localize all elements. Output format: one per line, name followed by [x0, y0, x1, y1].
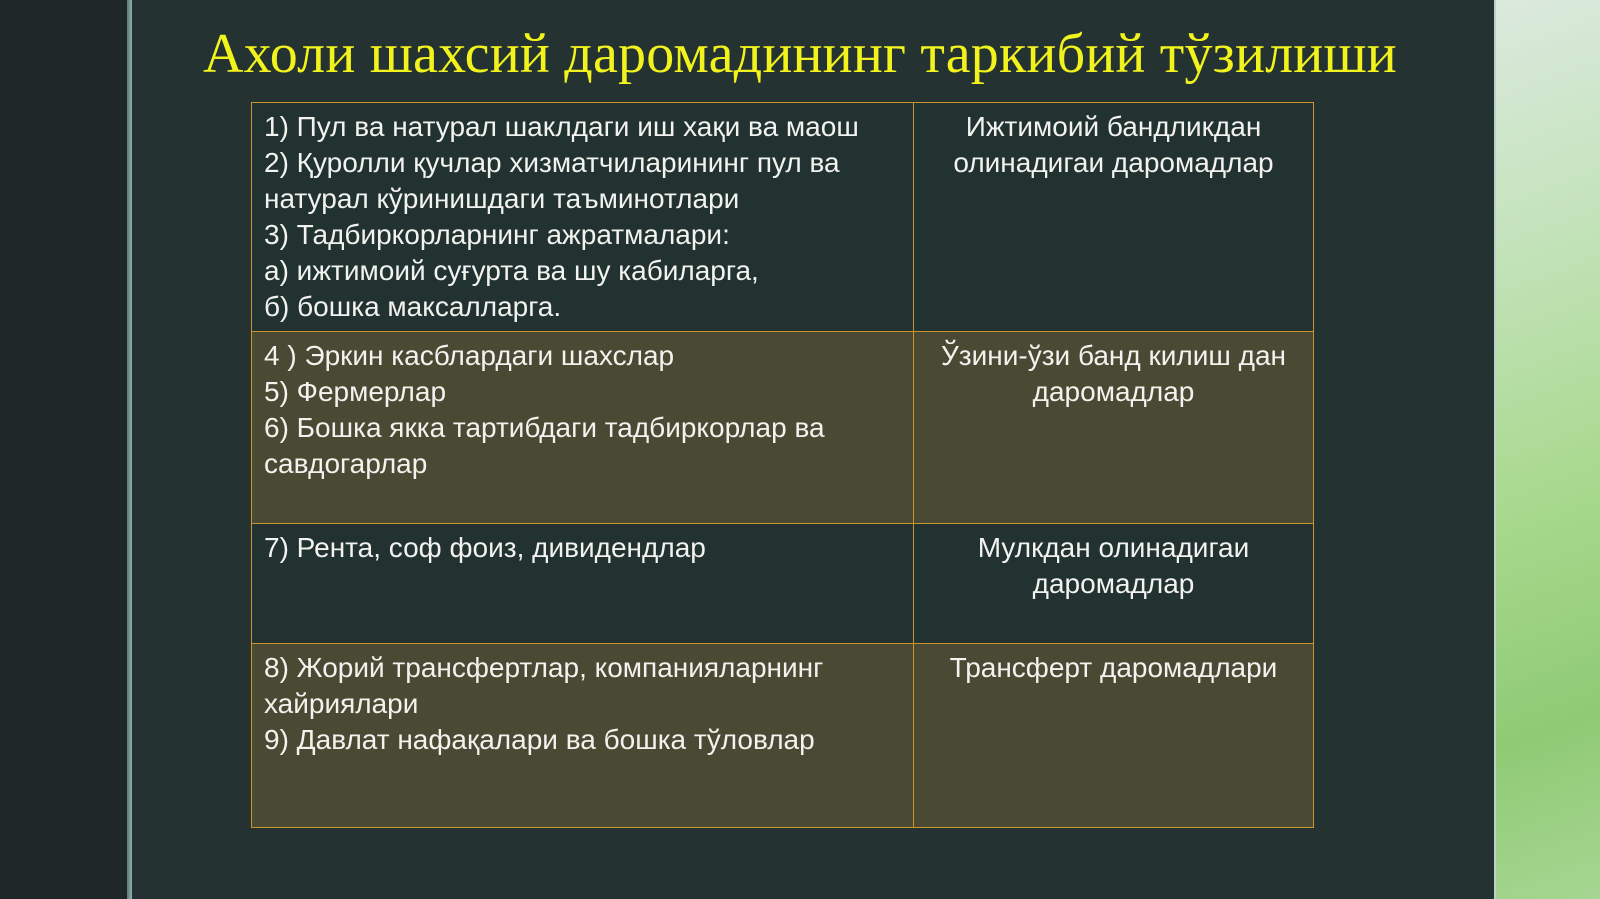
- category-label: Ўзини-ўзи банд килиш дан даромадлар: [941, 340, 1286, 407]
- category-cell: [914, 524, 1314, 644]
- list-item: б) бошка максалларга.: [264, 291, 562, 322]
- table-row: [252, 103, 1314, 332]
- category-cell: [914, 103, 1314, 332]
- table-row: [252, 524, 1314, 644]
- list-item: 2) Қуролли қучлар хизматчиларининг пул ва натурал кўринишдаги таъминотлари: [264, 147, 840, 214]
- items-cell: [252, 524, 914, 644]
- category-cell: [914, 332, 1314, 524]
- items-cell: [252, 103, 914, 332]
- category-label: Мулкдан олинадигаи даромадлар: [977, 532, 1250, 599]
- list-item: 9) Давлат нафақалари ва бошка тўловлар: [264, 724, 815, 755]
- left-dark-band: [0, 0, 127, 899]
- list-item: 7) Рента, соф фоиз, дивидендлар: [264, 532, 706, 563]
- list-item: 4 ) Эркин касблардаги шахслар: [264, 340, 675, 371]
- list-item: 8) Жорий трансфертлар, компанияларнинг хайриялари: [264, 652, 824, 719]
- items-cell: [252, 332, 914, 524]
- category-label: Трансферт даромадлари: [949, 652, 1278, 683]
- list-item: а) ижтимоий суғурта ва шу кабиларга,: [264, 255, 759, 286]
- list-item: 6) Бошка якка тартибдаги тадбиркорлар ва савдогарлар: [264, 412, 825, 479]
- table-row: [252, 332, 1314, 524]
- slide-title: Ахоли шахсий даромадининг таркибий тўзилиши: [203, 23, 1397, 85]
- list-item: 1) Пул ва натурал шаклдаги иш хақи ва маош: [264, 111, 859, 142]
- list-item: 3) Тадбиркорларнинг ажратмалари:: [264, 219, 730, 250]
- list-item: 5) Фермерлар: [264, 376, 447, 407]
- table-row: [252, 644, 1314, 828]
- category-label: Ижтимоий бандликдан олинадигаи даромадлар: [953, 111, 1274, 178]
- income-structure-table: [251, 102, 1314, 828]
- category-cell: [914, 644, 1314, 828]
- items-cell: [252, 644, 914, 828]
- right-green-background: [1496, 0, 1600, 899]
